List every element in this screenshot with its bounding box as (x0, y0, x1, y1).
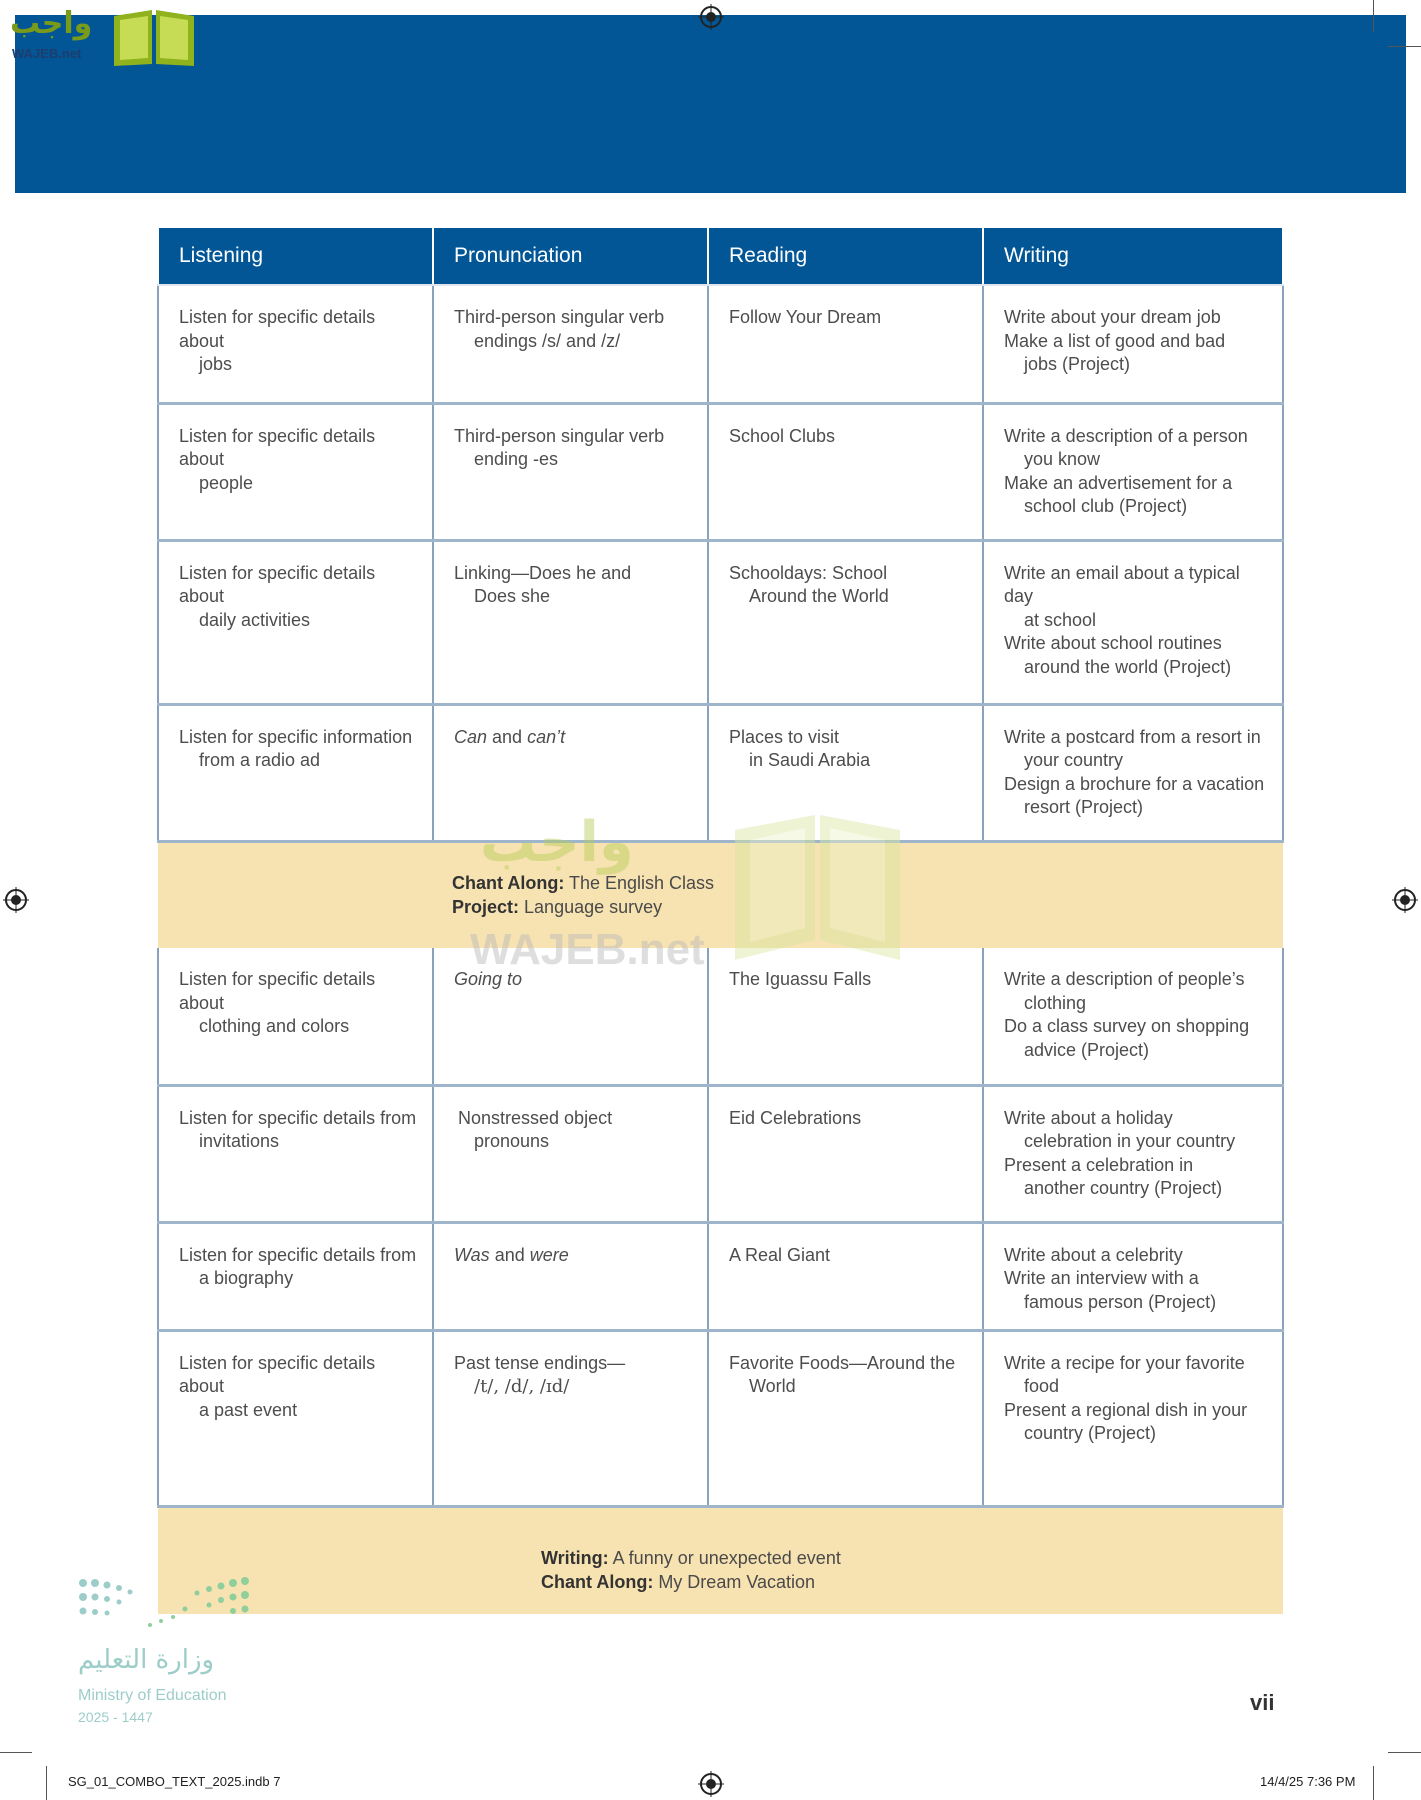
header-pronunciation: Pronunciation (433, 227, 708, 285)
header-listening: Listening (158, 227, 433, 285)
reading-cell: Favorite Foods—Around the World (708, 1330, 983, 1506)
writing-cell: Write about your dream job Make a list of good and bad jobs (Project) (983, 285, 1283, 403)
header-band (15, 15, 1406, 193)
writing-cell: Write about a holiday celebration in your country Present a celebration in another country (Project) (983, 1085, 1283, 1222)
writing-cell: Write a recipe for your favorite food Present a regional dish in your country (Project) (983, 1330, 1283, 1506)
pronunciation-cell: Third-person singular verb ending -es (433, 403, 708, 540)
table-row (158, 1085, 1283, 1222)
print-slug-date: 14/4/25 7:36 PM (1260, 1774, 1356, 1789)
table-row (158, 285, 1283, 403)
ministry-english: Ministry of Education (78, 1687, 227, 1704)
registration-mark-icon (698, 4, 724, 30)
pronunciation-cell: Linking—Does he and Does she (433, 540, 708, 704)
watermark-arabic: واجب (480, 810, 634, 875)
registration-mark-icon (3, 887, 29, 913)
listening-cell: Listen for specific information from a radio ad (158, 704, 433, 841)
writing-cell: Write an email about a typical day at school Write about school routines around the world (Project) (983, 540, 1283, 704)
unit-band: Chant Along: The English Class Project: Language survey (158, 841, 1283, 948)
registration-mark-icon (698, 1771, 724, 1797)
table-header-row (158, 227, 1283, 285)
ministry-logo (75, 1575, 265, 1725)
crop-mark (1388, 1752, 1421, 1753)
pronunciation-cell: Third-person singular verb endings /s/ and /z/ (433, 285, 708, 403)
crop-mark (0, 1752, 32, 1753)
table-row (158, 948, 1283, 1085)
table-row (158, 403, 1283, 540)
crop-mark (1373, 0, 1374, 32)
pronunciation-cell: Past tense endings— /t/, /d/, /ɪd/ (433, 1330, 708, 1506)
reading-cell: Follow Your Dream (708, 285, 983, 403)
reading-cell: The Iguassu Falls (708, 948, 983, 1085)
book-icon (110, 6, 198, 68)
pronunciation-cell: Nonstressed object pronouns (433, 1085, 708, 1222)
reading-cell: School Clubs (708, 403, 983, 540)
crop-mark (1373, 1766, 1374, 1800)
table-row (158, 1330, 1283, 1506)
header-writing: Writing (983, 227, 1283, 285)
writing-cell: Write a description of people’s clothing Do a class survey on shopping advice (Project) (983, 948, 1283, 1085)
listening-cell: Listen for specific details about daily activities (158, 540, 433, 704)
table-row (158, 1222, 1283, 1330)
registration-mark-icon (1392, 887, 1418, 913)
listening-cell: Listen for specific details from a biography (158, 1222, 433, 1330)
pronunciation-cell: Was and were (433, 1222, 708, 1330)
reading-cell: Eid Celebrations (708, 1085, 983, 1222)
ministry-arabic: وزارة التعليم (78, 1645, 215, 1675)
header-reading: Reading (708, 227, 983, 285)
reading-cell: A Real Giant (708, 1222, 983, 1330)
unit-band: Writing: A funny or unexpected event Chant Along: My Dream Vacation (158, 1506, 1283, 1614)
reading-cell: Schooldays: School Around the World (708, 540, 983, 704)
logo-arabic: واجب (10, 6, 93, 41)
ministry-dots-icon (75, 1575, 255, 1635)
reading-cell: Places to visit in Saudi Arabia (708, 704, 983, 841)
watermark-latin: WAJEB.net (470, 925, 705, 974)
table-row (158, 540, 1283, 704)
writing-cell: Write a description of a person you know Make an advertisement for a school club (Project) (983, 403, 1283, 540)
print-slug-file: SG_01_COMBO_TEXT_2025.indb 7 (68, 1774, 281, 1789)
writing-cell: Write about a celebrity Write an interview with a famous person (Project) (983, 1222, 1283, 1330)
scope-sequence-table (157, 226, 1284, 1614)
table-row (158, 704, 1283, 841)
listening-cell: Listen for specific details from invitations (158, 1085, 433, 1222)
pronunciation-cell: Can and can’t (433, 704, 708, 841)
writing-cell: Write a postcard from a resort in your country Design a brochure for a vacation resort (Project) (983, 704, 1283, 841)
wajeb-logo (10, 6, 190, 66)
crop-mark (46, 1766, 47, 1800)
listening-cell: Listen for specific details about people (158, 403, 433, 540)
listening-cell: Listen for specific details about jobs (158, 285, 433, 403)
logo-latin: WAJEB.net (12, 46, 82, 61)
crop-mark (1388, 46, 1421, 47)
ministry-year: 2025 - 1447 (78, 1709, 153, 1725)
pronunciation-cell: Going to (433, 948, 708, 1085)
listening-cell: Listen for specific details about clothing and colors (158, 948, 433, 1085)
page-number: vii (1250, 1690, 1275, 1715)
listening-cell: Listen for specific details about a past event (158, 1330, 433, 1506)
